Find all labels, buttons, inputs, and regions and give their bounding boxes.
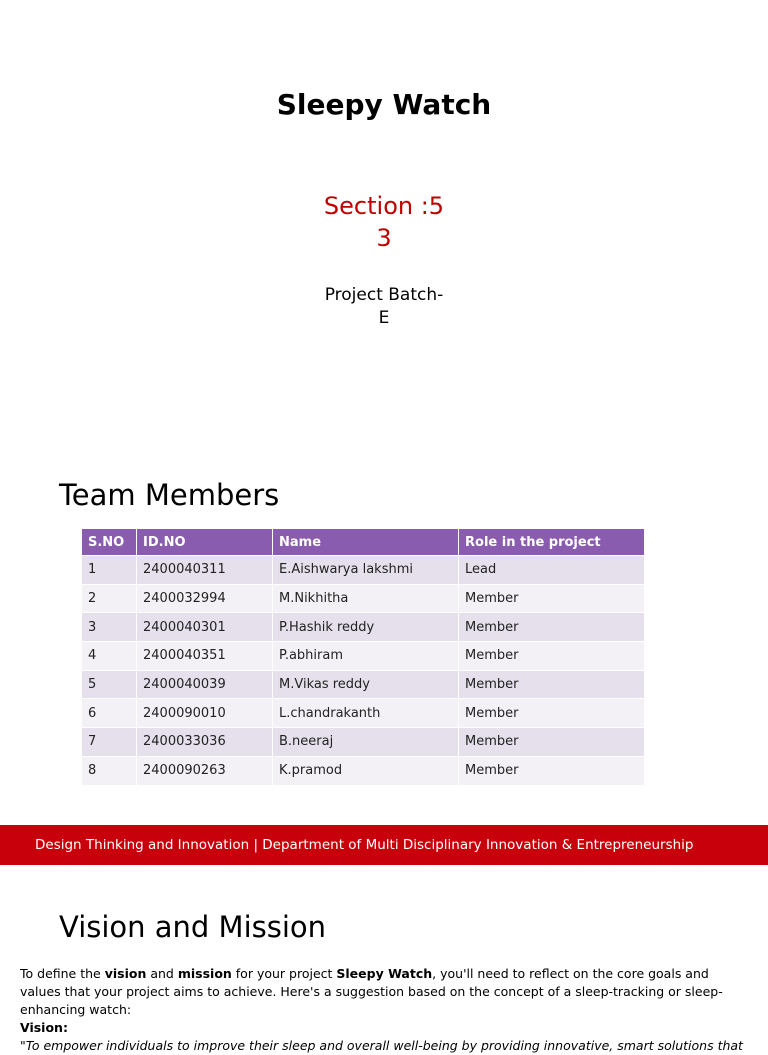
cell-sno: 4 xyxy=(82,642,137,671)
intro-bold-vision: vision xyxy=(104,966,147,981)
table-row xyxy=(82,670,645,699)
cell-id: 2400090010 xyxy=(137,699,273,728)
slide-title: Sleepy Watch xyxy=(276,88,492,121)
intro-text-1: To define the xyxy=(20,966,105,981)
table-row xyxy=(82,728,645,757)
cell-name: L.chandrakanth xyxy=(273,699,459,728)
intro-text-3: for your project xyxy=(231,966,337,981)
intro-text-4: , you'll need to reflect on the core goals and values that your project aims to achieve. Here's a suggestion based on the concept of a sleep-tracking or sleep-enhancing watch: xyxy=(20,966,723,1017)
cell-id: 2400040039 xyxy=(137,670,273,699)
cell-role: Member xyxy=(459,699,645,728)
section-line-2: 3 xyxy=(376,224,392,252)
cell-sno: 8 xyxy=(82,756,137,784)
cell-name: M.Nikhitha xyxy=(273,584,459,613)
cell-sno: 3 xyxy=(82,613,137,642)
cell-role: Member xyxy=(459,670,645,699)
vision-text: "To empower individuals to improve their sleep and overall well-being by providing innovative, smart solutions that xyxy=(20,1038,743,1053)
cell-id: 2400040311 xyxy=(137,556,273,585)
cell-role: Member xyxy=(459,756,645,784)
cell-id: 2400033036 xyxy=(137,728,273,757)
team-members-heading: Team Members xyxy=(59,478,280,512)
intro-bold-mission: mission xyxy=(177,966,232,981)
cell-role: Member xyxy=(459,642,645,671)
vision-label: Vision: xyxy=(20,1020,68,1035)
cell-role: Lead xyxy=(459,556,645,585)
batch-label xyxy=(0,284,768,330)
team-members-table xyxy=(82,529,645,785)
table-row xyxy=(82,699,645,728)
cell-name: P.abhiram xyxy=(273,642,459,671)
vision-mission-intro xyxy=(20,965,750,1055)
vision-mission-heading: Vision and Mission xyxy=(59,910,327,944)
table-row xyxy=(82,613,645,642)
cell-id: 2400032994 xyxy=(137,584,273,613)
column-header-id: ID.NO xyxy=(137,529,273,556)
intro-bold-project: Sleepy Watch xyxy=(336,966,433,981)
cell-name: K.pramod xyxy=(273,756,459,784)
column-header-sno: S.NO xyxy=(82,529,137,556)
cell-id: 2400040351 xyxy=(137,642,273,671)
cell-name: P.Hashik reddy xyxy=(273,613,459,642)
table-row xyxy=(82,642,645,671)
column-header-role: Role in the project xyxy=(459,529,645,556)
cell-sno: 2 xyxy=(82,584,137,613)
section-line-1: Section :5 xyxy=(323,192,445,220)
footer-text: Design Thinking and Innovation | Department of Multi Disciplinary Innovation & Entrepreneurship xyxy=(35,837,694,853)
cell-id: 2400040301 xyxy=(137,613,273,642)
footer-bar xyxy=(0,825,768,865)
intro-text-2: and xyxy=(146,966,178,981)
cell-sno: 1 xyxy=(82,556,137,585)
section-label xyxy=(0,190,768,254)
table-row xyxy=(82,556,645,585)
batch-line-1: Project Batch- xyxy=(324,285,444,305)
cell-id: 2400090263 xyxy=(137,756,273,784)
cell-sno: 7 xyxy=(82,728,137,757)
cell-sno: 5 xyxy=(82,670,137,699)
table-row xyxy=(82,584,645,613)
cell-role: Member xyxy=(459,728,645,757)
cell-name: E.Aishwarya lakshmi xyxy=(273,556,459,585)
table-header-row xyxy=(82,529,645,556)
cell-name: B.neeraj xyxy=(273,728,459,757)
batch-line-2: E xyxy=(378,308,390,328)
cell-sno: 6 xyxy=(82,699,137,728)
cell-role: Member xyxy=(459,584,645,613)
cell-name: M.Vikas reddy xyxy=(273,670,459,699)
table-row xyxy=(82,756,645,784)
column-header-name: Name xyxy=(273,529,459,556)
cell-role: Member xyxy=(459,613,645,642)
